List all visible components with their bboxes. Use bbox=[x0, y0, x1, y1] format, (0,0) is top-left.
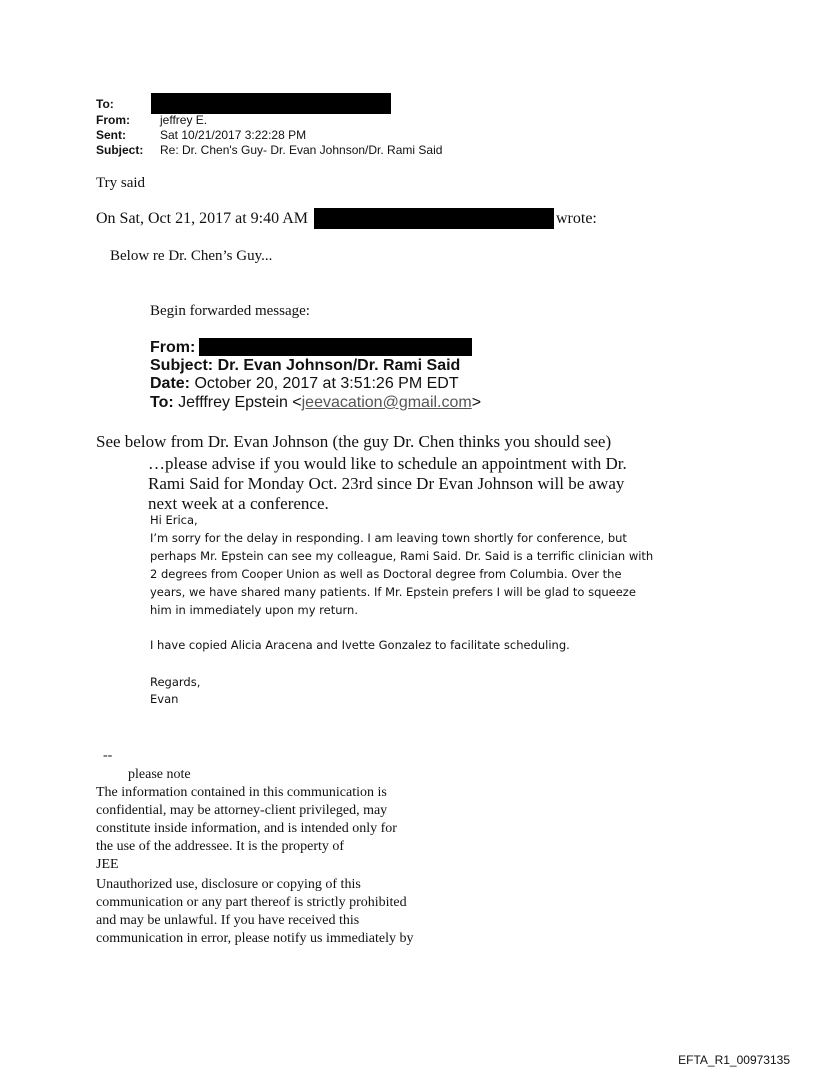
forward-to-email-link[interactable]: jeevacation@gmail.com bbox=[301, 394, 472, 411]
letter-p1-line-5: him in immediately upon my return. bbox=[150, 603, 358, 617]
letter-greeting: Hi Erica, bbox=[150, 513, 198, 527]
quote-wrote: wrote: bbox=[556, 210, 597, 227]
disclaimer-line-7: communication or any part thereof is strictly prohibited bbox=[96, 895, 407, 910]
sent-value: Sat 10/21/2017 3:22:28 PM bbox=[160, 128, 307, 142]
letter-p2: I have copied Alicia Aracena and Ivette Gonzalez to facilitate scheduling. bbox=[150, 638, 570, 652]
forward-to-close: > bbox=[471, 394, 482, 411]
forward-from-label: From: bbox=[150, 339, 196, 356]
letter-signature: Evan bbox=[150, 692, 179, 706]
disclaimer-line-1: The information contained in this communication is bbox=[96, 785, 387, 800]
bates-number: EFTA_R1_00973135 bbox=[678, 1053, 790, 1067]
letter-p1-line-4: years, we have shared many patients. If Mr. Epstein prefers I will be glad to squeeze bbox=[150, 585, 636, 599]
forward-subject-label: Subject: bbox=[150, 357, 214, 374]
forward-subject-value: Dr. Evan Johnson/Dr. Rami Said bbox=[217, 357, 461, 374]
signature-dashes: -- bbox=[103, 748, 113, 763]
quote-below: Below re Dr. Chen’s Guy... bbox=[110, 248, 273, 264]
quote-intro: On Sat, Oct 21, 2017 at 9:40 AM bbox=[96, 210, 308, 227]
disclaimer-line-8: and may be unlawful. If you have received this bbox=[96, 913, 360, 928]
forward-to-name: Jefffrey Epstein < bbox=[178, 394, 302, 411]
redaction-to bbox=[151, 93, 391, 114]
message-line-4: next week at a conference. bbox=[148, 494, 329, 513]
sent-label: Sent: bbox=[96, 128, 126, 142]
redaction-forward-from bbox=[199, 338, 472, 356]
redaction-quote-sender bbox=[314, 208, 554, 229]
subject-label: Subject: bbox=[96, 143, 144, 157]
disclaimer-line-4: the use of the addressee. It is the property of bbox=[96, 839, 345, 854]
forward-date-value: October 20, 2017 at 3:51:26 PM EDT bbox=[194, 375, 459, 392]
from-value: jeffrey E. bbox=[160, 113, 208, 127]
disclaimer-note: please note bbox=[128, 767, 191, 782]
letter-p1-line-3: 2 degrees from Cooper Union as well as Doctoral degree from Columbia. Over the bbox=[150, 567, 622, 581]
message-line-3: Rami Said for Monday Oct. 23rd since Dr Evan Johnson will be away bbox=[148, 474, 625, 493]
disclaimer-line-5: JEE bbox=[96, 857, 119, 872]
message-line-1: See below from Dr. Evan Johnson (the guy Dr. Chen thinks you should see) bbox=[96, 432, 612, 451]
letter-p1-line-2: perhaps Mr. Epstein can see my colleague, Rami Said. Dr. Said is a terrific clinician with bbox=[150, 549, 654, 563]
disclaimer-line-2: confidential, may be attorney-client privileged, may bbox=[96, 803, 388, 818]
subject-value: Re: Dr. Chen's Guy- Dr. Evan Johnson/Dr. Rami Said bbox=[160, 143, 443, 157]
disclaimer-line-6: Unauthorized use, disclosure or copying of this bbox=[96, 877, 361, 892]
forward-begin: Begin forwarded message: bbox=[150, 303, 310, 319]
from-label: From: bbox=[96, 113, 130, 127]
forward-date-label: Date: bbox=[150, 375, 191, 392]
disclaimer-line-3: constitute inside information, and is intended only for bbox=[96, 821, 397, 836]
forward-to-label: To: bbox=[150, 394, 174, 411]
reply-text: Try said bbox=[96, 175, 146, 191]
message-line-2: …please advise if you would like to schedule an appointment with Dr. bbox=[148, 454, 627, 473]
letter-closing: Regards, bbox=[150, 675, 201, 689]
letter-p1-line-1: I’m sorry for the delay in responding. I am leaving town shortly for conference, but bbox=[150, 531, 627, 545]
disclaimer-line-9: communication in error, please notify us immediately by bbox=[96, 931, 414, 946]
to-label: To: bbox=[96, 97, 114, 111]
